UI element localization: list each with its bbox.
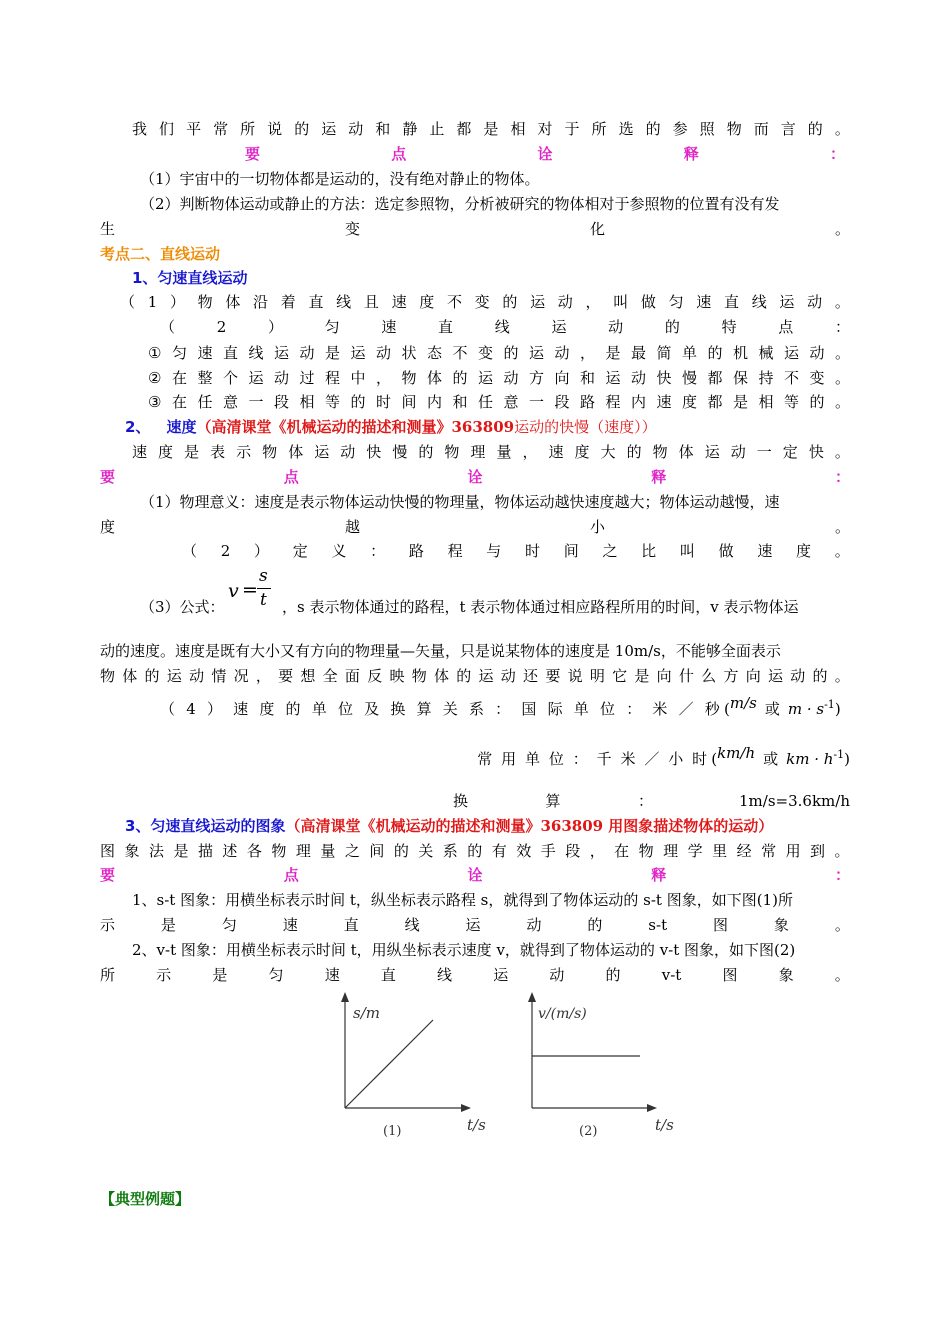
s3-note-1b: 示 是 匀 速 直 线 运 动 的 s-t 图 象 。 xyxy=(100,916,850,934)
s2-note-2: （ 2 ） 定 义 ： 路 程 与 时 间 之 比 叫 做 速 度 。 xyxy=(182,542,850,560)
unit-kmh-2: km · h xyxy=(786,750,834,768)
note-heading-1: 要 点 诠 释 ： xyxy=(245,145,845,163)
conversion-value: 1m/s=3.6km/h xyxy=(739,792,850,810)
st-line xyxy=(345,1020,433,1108)
st-graph xyxy=(341,992,486,1139)
note-2a: （2）判断物体运动或静止的方法：选定参照物，分析被研究的物体相对于参照物的位置有没有发 xyxy=(140,195,780,213)
vt-graph xyxy=(528,992,674,1139)
conversion-row xyxy=(453,790,850,812)
formula-t: t xyxy=(260,590,267,610)
note-2b: 生 变 化 。 xyxy=(100,220,850,238)
s1-para-2: （ 2 ） 匀 速 直 线 运 动 的 特 点 ： xyxy=(160,318,850,336)
s1-characteristic-2: ② 在 整 个 运 动 过 程 中 ， 物 体 的 运 动 方 向 和 运 动 快 慢 都 保 持 不 变 。 xyxy=(148,369,850,387)
s3-note-2a: 2、v-t 图象：用横坐标表示时间 t，用纵坐标表示速度 v，就得到了物体运动的 v-t 图象，如下图(2) xyxy=(132,941,796,959)
s3-note-1a: 1、s-t 图象：用横坐标表示时间 t，纵坐标表示路程 s，就得到了物体运动的 s-t 图象，如下图(1)所 xyxy=(132,891,793,909)
s2-note-3-label: （3）公式： xyxy=(140,598,225,616)
note-heading-3: 要 点 诠 释 ： xyxy=(100,866,850,884)
formula-equals: = xyxy=(242,579,258,601)
subsection-title-1: 1、匀速直线运动 xyxy=(132,269,248,287)
unit-kmh: km/h xyxy=(717,744,756,762)
s2-note-3-rest: ，s 表示物体通过的路程，t 表示物体通过相应路程所用的时间，v 表示物体运 xyxy=(282,598,799,616)
common-units-text: 常 用 单 位 ： 千 米 ／ 小 时 xyxy=(477,750,708,768)
speed-formula xyxy=(228,566,278,616)
s2-note-1a: （1）物理意义：速度是表示物体运动快慢的物理量，物体运动越快速度越大；物体运动越慢，速 xyxy=(140,493,780,511)
conversion-label: 换 算 ： xyxy=(453,792,653,810)
st-x-label: t/s xyxy=(467,1116,486,1134)
unit-exp-2: -1 xyxy=(833,748,845,761)
st-y-arrow xyxy=(341,992,349,1002)
s2-note-4-text: （ 4 ） 速 度 的 单 位 及 换 算 关 系 ： 国 际 单 位 ： 米 ／ 秒 xyxy=(160,700,720,718)
s1-para-1: （ 1 ） 物 体 沿 着 直 线 且 速 度 不 变 的 运 动 ， 叫 做 匀 速 直 线 运 动 。 xyxy=(120,293,850,311)
motion-graphs-figure xyxy=(335,988,695,1143)
s2-para-1: 速 度 是 表 示 物 体 运 动 快 慢 的 物 理 量 ， 速 度 大 的 物 体 运 动 一 定 快 。 xyxy=(132,443,850,461)
vt-x-arrow xyxy=(647,1104,657,1112)
s2-link-2: 运动的快慢（速度）） xyxy=(514,418,657,436)
s3-note-2b: 所 示 是 匀 速 直 线 运 动 的 v-t 图 象 。 xyxy=(100,966,850,984)
unit-ms-2: m · s xyxy=(787,700,825,718)
typical-examples-heading: 【典型例题】 xyxy=(100,1190,191,1208)
st-x-arrow xyxy=(461,1104,471,1112)
vt-y-arrow xyxy=(528,992,536,1002)
s1-characteristic-3: ③ 在 任 意 一 段 相 等 的 时 间 内 和 任 意 一 段 路 程 内 速 度 都 是 相 等 的 。 xyxy=(148,393,850,411)
subsection-title-2 xyxy=(125,416,875,438)
s3-para-1: 图 象 法 是 描 述 各 物 理 量 之 间 的 关 系 的 有 效 手 段 ， 在 物 理 学 里 经 常 用 到 。 xyxy=(100,842,850,860)
unit-ms: m/s xyxy=(729,694,757,712)
para-relative-motion: 我 们 平 常 所 说 的 运 动 和 静 止 都 是 相 对 于 所 选 的 参 照 物 而 言 的 。 xyxy=(132,120,850,138)
formula-s: s xyxy=(259,566,268,586)
s2-link: （高清课堂《机械运动的描述和测量》363809 xyxy=(196,418,515,436)
vt-caption: (2) xyxy=(579,1124,598,1139)
s2-note-1b: 度 越 小 。 xyxy=(100,518,850,536)
st-caption: (1) xyxy=(383,1124,402,1139)
s3-link: （高清课堂《机械运动的描述和测量》363809 用图象描述物体的运动） xyxy=(285,817,774,835)
section-heading-kaodian2: 考点二、直线运动 xyxy=(100,245,221,263)
s3-title: 3、匀速直线运动的图象 xyxy=(125,817,286,835)
s2-title: 速度 xyxy=(166,418,197,436)
s2-note-3c: 物 体 的 运 动 情 况 ， 要 想 全 面 反 映 物 体 的 运 动 还 要 说 明 它 是 向 什 么 方 向 运 动 的 。 xyxy=(100,667,850,685)
formula-fraction-bar xyxy=(257,588,271,589)
vt-y-label: v/(m/s) xyxy=(538,1006,587,1022)
s2-number: 2、 xyxy=(125,418,151,436)
vt-x-label: t/s xyxy=(655,1116,674,1134)
unit-or-1: 或 xyxy=(764,700,780,718)
st-y-label: s/m xyxy=(353,1004,380,1022)
s2-common-units: 常 用 单 位 ： 千 米 ／ 小 时 ( km/h 或 km · h $^{-1}$ ) xyxy=(477,744,850,768)
s2-note-3b: 动的速度。速度是既有大小又有方向的物理量—矢量，只是说某物体的速度是 10m/s，不能够全面表示 xyxy=(100,642,781,660)
formula-v: v xyxy=(228,580,239,602)
note-heading-2: 要 点 诠 释 ： xyxy=(100,468,850,486)
unit-exp-1: -1 xyxy=(824,698,835,711)
s2-note-4: （ 4 ） 速 度 的 单 位 及 换 算 关 系 ： 国 际 单 位 ： 米 ／ 秒 ( m/s 或 m · s $^{-1}$ ) xyxy=(160,694,841,718)
s1-characteristic-1: ① 匀 速 直 线 运 动 是 运 动 状 态 不 变 的 运 动 ， 是 最 简 单 的 机 械 运 动 。 xyxy=(148,344,850,362)
unit-or-2: 或 xyxy=(763,750,779,768)
note-1: （1）宇宙中的一切物体都是运动的，没有绝对静止的物体。 xyxy=(140,170,540,188)
subsection-title-3 xyxy=(125,815,875,837)
